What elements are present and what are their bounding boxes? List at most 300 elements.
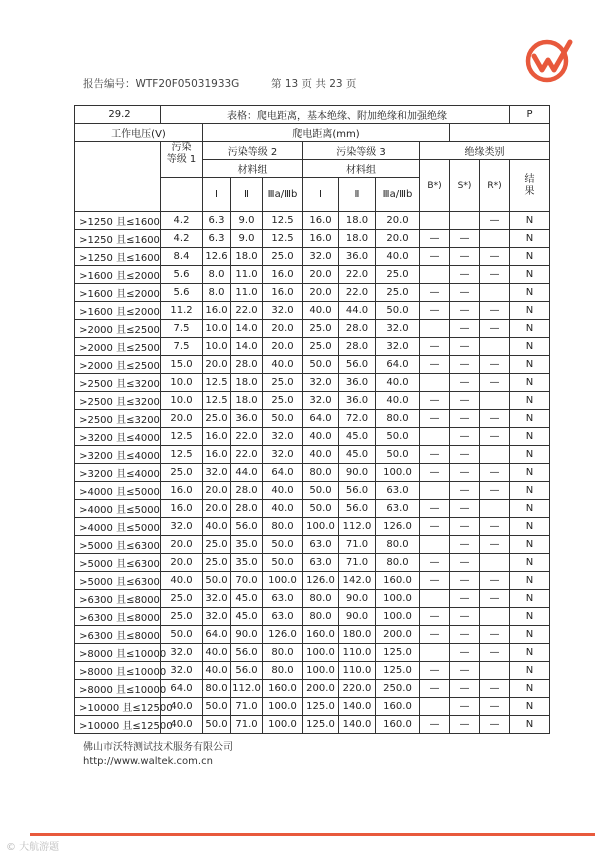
cell-f: 100.0 <box>376 608 420 626</box>
cell-d: 100.0 <box>303 662 339 680</box>
cell-B <box>420 266 450 284</box>
cell-d: 16.0 <box>303 212 339 230</box>
cell-f: 200.0 <box>376 626 420 644</box>
table-row <box>75 644 550 662</box>
cell-B: — <box>420 446 450 464</box>
cell-d: 64.0 <box>303 410 339 428</box>
cell-res: N <box>510 356 550 374</box>
cell-b: 11.0 <box>231 284 263 302</box>
cell-R: — <box>480 302 510 320</box>
cell-R: — <box>480 716 510 734</box>
cell-res: N <box>510 662 550 680</box>
cell-c: 64.0 <box>263 464 303 482</box>
cell-a: 50.0 <box>203 716 231 734</box>
cell-f: 40.0 <box>376 248 420 266</box>
cell-p1: 40.0 <box>161 698 203 716</box>
pollution-3-header: 污染等级 3 <box>303 142 420 160</box>
cell-f: 160.0 <box>376 572 420 590</box>
mg-ii-3: Ⅱ <box>339 178 376 212</box>
cell-p1: 10.0 <box>161 392 203 410</box>
cell-d: 125.0 <box>303 698 339 716</box>
cell-B <box>420 644 450 662</box>
table-row <box>75 662 550 680</box>
cell-R: — <box>480 590 510 608</box>
cell-res: N <box>510 716 550 734</box>
cell-B: — <box>420 284 450 302</box>
watermark: © 大航游题 <box>6 842 60 853</box>
cell-B: — <box>420 662 450 680</box>
pollution-1-header: 污染 等级 1 <box>161 142 203 178</box>
cell-b: 90.0 <box>231 626 263 644</box>
cell-S: — <box>450 428 480 446</box>
cell-R <box>480 230 510 248</box>
cell-e: 220.0 <box>339 680 376 698</box>
cell-c: 40.0 <box>263 500 303 518</box>
material-group-3-header: 材料组 <box>303 160 420 178</box>
table-row <box>75 212 550 230</box>
cell-v: >8000 且≤10000 <box>75 644 161 662</box>
clause-verdict: P <box>510 106 550 124</box>
cell-S: — <box>450 464 480 482</box>
cell-R <box>480 608 510 626</box>
cell-d: 25.0 <box>303 320 339 338</box>
cell-B: — <box>420 392 450 410</box>
cell-a: 25.0 <box>203 554 231 572</box>
cell-e: 71.0 <box>339 554 376 572</box>
cell-v: >4000 且≤5000 <box>75 482 161 500</box>
cell-e: 112.0 <box>339 518 376 536</box>
cell-p1: 25.0 <box>161 590 203 608</box>
table-row <box>75 356 550 374</box>
cell-e: 142.0 <box>339 572 376 590</box>
header-row-1 <box>75 124 550 142</box>
cell-S: — <box>450 518 480 536</box>
cell-v: >5000 且≤6300 <box>75 554 161 572</box>
cell-B: — <box>420 302 450 320</box>
cell-S: — <box>450 356 480 374</box>
cell-e: 110.0 <box>339 644 376 662</box>
cell-B: — <box>420 500 450 518</box>
cell-p1: 40.0 <box>161 716 203 734</box>
cell-a: 6.3 <box>203 212 231 230</box>
cell-c: 16.0 <box>263 266 303 284</box>
cell-R <box>480 500 510 518</box>
cell-v: >5000 且≤6300 <box>75 536 161 554</box>
bottom-accent-bar <box>30 833 595 836</box>
cell-c: 100.0 <box>263 698 303 716</box>
cell-a: 20.0 <box>203 482 231 500</box>
cell-a: 32.0 <box>203 590 231 608</box>
cell-e: 36.0 <box>339 248 376 266</box>
cell-c: 12.5 <box>263 212 303 230</box>
cell-v: >10000 且≤12500 <box>75 716 161 734</box>
cell-res: N <box>510 590 550 608</box>
creepage-table <box>74 105 550 734</box>
cell-b: 71.0 <box>231 698 263 716</box>
cell-res: N <box>510 266 550 284</box>
cell-p1: 32.0 <box>161 518 203 536</box>
cell-e: 18.0 <box>339 212 376 230</box>
cell-S: — <box>450 338 480 356</box>
mg-i-3: Ⅰ <box>303 178 339 212</box>
cell-e: 180.0 <box>339 626 376 644</box>
cell-B: — <box>420 410 450 428</box>
cell-f: 32.0 <box>376 338 420 356</box>
cell-res: N <box>510 392 550 410</box>
cell-p1: 7.5 <box>161 338 203 356</box>
cell-B: — <box>420 248 450 266</box>
cell-d: 80.0 <box>303 608 339 626</box>
cell-S: — <box>450 266 480 284</box>
cell-B <box>420 320 450 338</box>
cell-e: 90.0 <box>339 464 376 482</box>
cell-a: 16.0 <box>203 302 231 320</box>
cell-p1: 10.0 <box>161 374 203 392</box>
table-row <box>75 482 550 500</box>
waltek-logo-icon <box>522 36 576 84</box>
cell-R: — <box>480 428 510 446</box>
cell-S: — <box>450 320 480 338</box>
creepage-header: 爬电距离(mm) <box>203 124 450 142</box>
cell-b: 14.0 <box>231 320 263 338</box>
cell-e: 44.0 <box>339 302 376 320</box>
cell-R: — <box>480 626 510 644</box>
cell-f: 20.0 <box>376 230 420 248</box>
cell-R: — <box>480 320 510 338</box>
cell-p1: 25.0 <box>161 608 203 626</box>
cell-res: N <box>510 644 550 662</box>
cell-res: N <box>510 212 550 230</box>
cell-p1: 25.0 <box>161 464 203 482</box>
table-row <box>75 284 550 302</box>
table-row <box>75 626 550 644</box>
cell-e: 56.0 <box>339 500 376 518</box>
cell-b: 28.0 <box>231 500 263 518</box>
cell-p1: 32.0 <box>161 644 203 662</box>
cell-B <box>420 212 450 230</box>
cell-b: 28.0 <box>231 482 263 500</box>
cell-d: 125.0 <box>303 716 339 734</box>
cell-p1: 5.6 <box>161 266 203 284</box>
table-row <box>75 248 550 266</box>
cell-b: 56.0 <box>231 644 263 662</box>
cell-res: N <box>510 572 550 590</box>
cell-S: — <box>450 248 480 266</box>
cell-e: 56.0 <box>339 356 376 374</box>
cell-res: N <box>510 698 550 716</box>
cell-a: 16.0 <box>203 428 231 446</box>
cell-e: 72.0 <box>339 410 376 428</box>
cell-v: >6300 且≤8000 <box>75 608 161 626</box>
cell-d: 80.0 <box>303 464 339 482</box>
report-header <box>83 76 357 91</box>
table-row <box>75 266 550 284</box>
insulation-type-header: 绝缘类别 <box>420 142 550 160</box>
cell-R: — <box>480 518 510 536</box>
table-row <box>75 590 550 608</box>
cell-p1: 16.0 <box>161 500 203 518</box>
cell-c: 25.0 <box>263 374 303 392</box>
cell-f: 32.0 <box>376 320 420 338</box>
cell-S: — <box>450 554 480 572</box>
table-row <box>75 302 550 320</box>
cell-B <box>420 536 450 554</box>
cell-c: 20.0 <box>263 338 303 356</box>
cell-a: 40.0 <box>203 644 231 662</box>
table-row <box>75 500 550 518</box>
report-number: 报告编号：WTF20F05031933G <box>83 78 240 90</box>
cell-S: — <box>450 500 480 518</box>
cell-a: 32.0 <box>203 464 231 482</box>
cell-res: N <box>510 446 550 464</box>
cell-res: N <box>510 410 550 428</box>
cell-d: 32.0 <box>303 374 339 392</box>
cell-R: — <box>480 644 510 662</box>
cell-p1: 20.0 <box>161 410 203 428</box>
cell-res: N <box>510 230 550 248</box>
cell-b: 22.0 <box>231 302 263 320</box>
cell-c: 63.0 <box>263 590 303 608</box>
cell-B: — <box>420 464 450 482</box>
cell-B: — <box>420 356 450 374</box>
cell-e: 110.0 <box>339 662 376 680</box>
cell-c: 80.0 <box>263 518 303 536</box>
cell-a: 12.6 <box>203 248 231 266</box>
cell-b: 45.0 <box>231 608 263 626</box>
cell-R: — <box>480 464 510 482</box>
cell-d: 50.0 <box>303 500 339 518</box>
cell-v: >1600 且≤2000 <box>75 284 161 302</box>
cell-a: 32.0 <box>203 608 231 626</box>
cell-d: 100.0 <box>303 518 339 536</box>
cell-p1: 32.0 <box>161 662 203 680</box>
header-row-2 <box>75 142 550 160</box>
cell-R: — <box>480 680 510 698</box>
cell-res: N <box>510 338 550 356</box>
cell-b: 22.0 <box>231 446 263 464</box>
s-header: S*) <box>450 160 480 212</box>
cell-d: 200.0 <box>303 680 339 698</box>
cell-S: — <box>450 482 480 500</box>
cell-e: 28.0 <box>339 320 376 338</box>
cell-c: 25.0 <box>263 392 303 410</box>
cell-d: 63.0 <box>303 554 339 572</box>
cell-B <box>420 482 450 500</box>
cell-f: 40.0 <box>376 392 420 410</box>
cell-R: — <box>480 698 510 716</box>
cell-v: >1250 且≤1600 <box>75 248 161 266</box>
cell-d: 25.0 <box>303 338 339 356</box>
cell-p1: 11.2 <box>161 302 203 320</box>
cell-c: 50.0 <box>263 536 303 554</box>
cell-a: 10.0 <box>203 320 231 338</box>
cell-f: 50.0 <box>376 428 420 446</box>
table-row <box>75 428 550 446</box>
cell-a: 12.5 <box>203 392 231 410</box>
cell-e: 22.0 <box>339 266 376 284</box>
cell-R <box>480 392 510 410</box>
cell-d: 126.0 <box>303 572 339 590</box>
cell-b: 56.0 <box>231 518 263 536</box>
cell-p1: 12.5 <box>161 428 203 446</box>
cell-v: >4000 且≤5000 <box>75 518 161 536</box>
cell-p1: 4.2 <box>161 212 203 230</box>
cell-b: 22.0 <box>231 428 263 446</box>
cell-res: N <box>510 536 550 554</box>
cell-v: >6300 且≤8000 <box>75 590 161 608</box>
cell-v: >6300 且≤8000 <box>75 626 161 644</box>
cell-res: N <box>510 500 550 518</box>
table-title: 表格：爬电距离，基本绝缘、附加绝缘和加强绝缘 <box>161 106 510 124</box>
cell-S: — <box>450 302 480 320</box>
cell-f: 80.0 <box>376 410 420 428</box>
cell-a: 64.0 <box>203 626 231 644</box>
cell-f: 63.0 <box>376 500 420 518</box>
cell-v: >3200 且≤4000 <box>75 428 161 446</box>
pollution-2-header: 污染等级 2 <box>203 142 303 160</box>
cell-p1: 16.0 <box>161 482 203 500</box>
cell-v: >2000 且≤2500 <box>75 320 161 338</box>
r-header: R*) <box>480 160 510 212</box>
b-header: B*) <box>420 160 450 212</box>
table-row <box>75 554 550 572</box>
table-row <box>75 392 550 410</box>
cell-res: N <box>510 248 550 266</box>
cell-d: 80.0 <box>303 590 339 608</box>
cell-S: — <box>450 536 480 554</box>
result-header: 结 果 <box>510 160 550 212</box>
cell-a: 50.0 <box>203 572 231 590</box>
cell-c: 40.0 <box>263 482 303 500</box>
cell-c: 12.5 <box>263 230 303 248</box>
cell-b: 56.0 <box>231 662 263 680</box>
cell-res: N <box>510 626 550 644</box>
cell-R: — <box>480 356 510 374</box>
cell-R: — <box>480 536 510 554</box>
cell-S: — <box>450 590 480 608</box>
cell-e: 45.0 <box>339 446 376 464</box>
cell-d: 50.0 <box>303 356 339 374</box>
cell-R: — <box>480 572 510 590</box>
cell-v: >1600 且≤2000 <box>75 266 161 284</box>
cell-f: 40.0 <box>376 374 420 392</box>
mg-iii-2: Ⅲa/Ⅲb <box>263 178 303 212</box>
cell-d: 160.0 <box>303 626 339 644</box>
cell-S: — <box>450 644 480 662</box>
cell-S: — <box>450 662 480 680</box>
cell-b: 70.0 <box>231 572 263 590</box>
table-row <box>75 518 550 536</box>
cell-d: 20.0 <box>303 266 339 284</box>
cell-f: 80.0 <box>376 554 420 572</box>
page-info: 第 13 页 共 23 页 <box>271 78 357 90</box>
cell-S: — <box>450 716 480 734</box>
cell-c: 25.0 <box>263 248 303 266</box>
cell-S: — <box>450 608 480 626</box>
cell-c: 63.0 <box>263 608 303 626</box>
cell-d: 16.0 <box>303 230 339 248</box>
cell-B: — <box>420 554 450 572</box>
cell-v: >5000 且≤6300 <box>75 572 161 590</box>
cell-v: >1600 且≤2000 <box>75 302 161 320</box>
cell-d: 32.0 <box>303 392 339 410</box>
cell-S: — <box>450 446 480 464</box>
company-name: 佛山市沃特测试技术服务有限公司 <box>83 742 233 753</box>
cell-b: 9.0 <box>231 230 263 248</box>
cell-R <box>480 284 510 302</box>
table-row <box>75 374 550 392</box>
cell-B <box>420 374 450 392</box>
cell-a: 40.0 <box>203 662 231 680</box>
cell-v: >2000 且≤2500 <box>75 356 161 374</box>
title-row <box>75 106 550 124</box>
table-row <box>75 320 550 338</box>
cell-R: — <box>480 410 510 428</box>
cell-p1: 64.0 <box>161 680 203 698</box>
cell-f: 63.0 <box>376 482 420 500</box>
cell-R <box>480 446 510 464</box>
cell-res: N <box>510 284 550 302</box>
cell-b: 36.0 <box>231 410 263 428</box>
cell-R: — <box>480 374 510 392</box>
cell-res: N <box>510 482 550 500</box>
cell-c: 50.0 <box>263 554 303 572</box>
cell-p1: 40.0 <box>161 572 203 590</box>
cell-v: >4000 且≤5000 <box>75 500 161 518</box>
cell-e: 22.0 <box>339 284 376 302</box>
table-row <box>75 572 550 590</box>
cell-a: 10.0 <box>203 338 231 356</box>
cell-p1: 20.0 <box>161 536 203 554</box>
cell-d: 32.0 <box>303 248 339 266</box>
cell-B: — <box>420 716 450 734</box>
cell-f: 50.0 <box>376 446 420 464</box>
cell-p1: 15.0 <box>161 356 203 374</box>
cell-c: 100.0 <box>263 572 303 590</box>
company-url: http://www.waltek.com.cn <box>83 756 213 767</box>
cell-B: — <box>420 572 450 590</box>
cell-f: 80.0 <box>376 536 420 554</box>
table-row <box>75 680 550 698</box>
cell-b: 11.0 <box>231 266 263 284</box>
cell-f: 250.0 <box>376 680 420 698</box>
cell-res: N <box>510 302 550 320</box>
cell-res: N <box>510 608 550 626</box>
cell-b: 9.0 <box>231 212 263 230</box>
cell-v: >2500 且≤3200 <box>75 374 161 392</box>
cell-B: — <box>420 518 450 536</box>
cell-res: N <box>510 428 550 446</box>
cell-res: N <box>510 518 550 536</box>
cell-f: 100.0 <box>376 464 420 482</box>
cell-S: — <box>450 230 480 248</box>
cell-b: 14.0 <box>231 338 263 356</box>
cell-R <box>480 554 510 572</box>
cell-c: 32.0 <box>263 446 303 464</box>
cell-f: 100.0 <box>376 590 420 608</box>
cell-p1: 50.0 <box>161 626 203 644</box>
cell-a: 50.0 <box>203 698 231 716</box>
cell-b: 28.0 <box>231 356 263 374</box>
cell-f: 64.0 <box>376 356 420 374</box>
cell-b: 112.0 <box>231 680 263 698</box>
table-row <box>75 698 550 716</box>
cell-e: 90.0 <box>339 590 376 608</box>
cell-p1: 4.2 <box>161 230 203 248</box>
cell-res: N <box>510 464 550 482</box>
cell-B: — <box>420 680 450 698</box>
cell-c: 50.0 <box>263 410 303 428</box>
